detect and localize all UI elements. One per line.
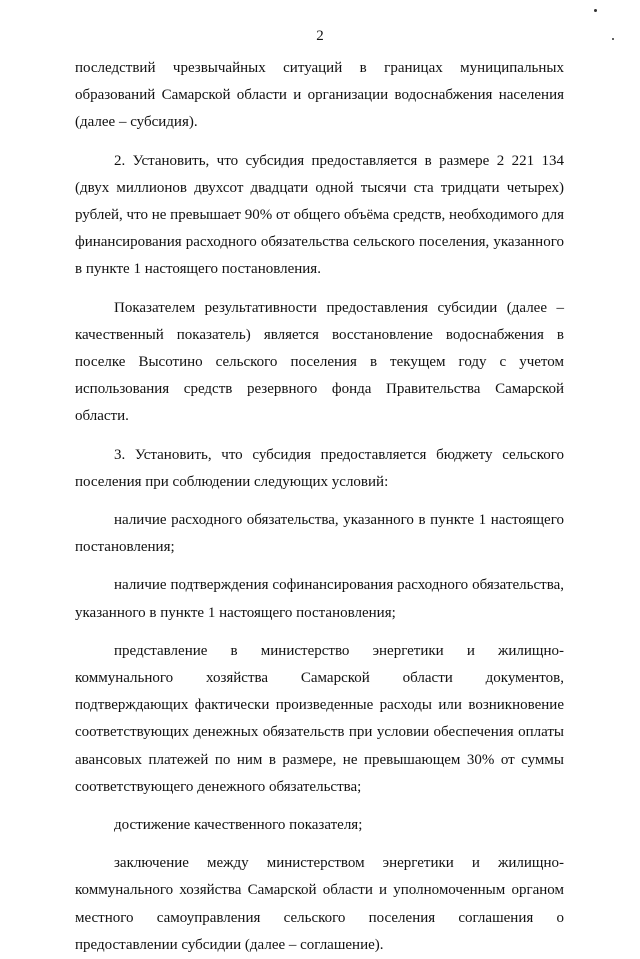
condition-4: достижение качественного показателя; bbox=[114, 817, 363, 834]
condition-2: наличие подтверждения софинансирования расходного обязательства, указанного в пункте 1 настоящего постановления; bbox=[75, 577, 564, 621]
paragraph-quality-indicator: Показателем результативности предоставления субсидии (далее – качественный показатель) является восстановление водоснабжения в поселке Высотино сельского поселения в текущем году с учетом использования средств резервного фонда Правительства Самарской области. bbox=[75, 299, 564, 425]
page-number: 2 bbox=[316, 28, 324, 44]
document-body bbox=[75, 55, 564, 959]
condition-5: заключение между министерством энергетики и жилищно-коммунального хозяйства Самарской области и уполномоченным органом местного самоуправления сельского поселения соглашения о предоставлении субсидии (далее – соглашение). bbox=[75, 855, 564, 953]
condition-3: представление в министерство энергетики и жилищно-коммунального хозяйства Самарской области документов, подтверждающих фактически произведенные расходы или возникновение соответствующих денежных обязательств при условии обеспечения оплаты авансовых платежей по ним в размере, не превышающем 30% от суммы соответствующего денежного обязательства; bbox=[75, 642, 564, 795]
scan-speck bbox=[612, 38, 614, 40]
condition-1: наличие расходного обязательства, указанного в пункте 1 настоящего постановления; bbox=[75, 512, 564, 556]
paragraph-continuation: последствий чрезвычайных ситуаций в границах муниципальных образований Самарской области и организации водоснабжения населения (далее – субсидия). bbox=[75, 60, 564, 131]
scan-speck bbox=[594, 9, 597, 12]
paragraph-item-2: 2. Установить, что субсидия предоставляется в размере 2 221 134 (двух миллионов двухсот двадцати одной тысячи ста тридцати четырех) рублей, что не превышает 90% от общего объёма средств, необходимого для финансирования расходного обязательства сельского поселения, указанного в пункте 1 настоящего постановления. bbox=[75, 152, 564, 278]
paragraph-item-3: 3. Установить, что субсидия предоставляется бюджету сельского поселения при соблюдении следующих условий: bbox=[75, 446, 564, 490]
